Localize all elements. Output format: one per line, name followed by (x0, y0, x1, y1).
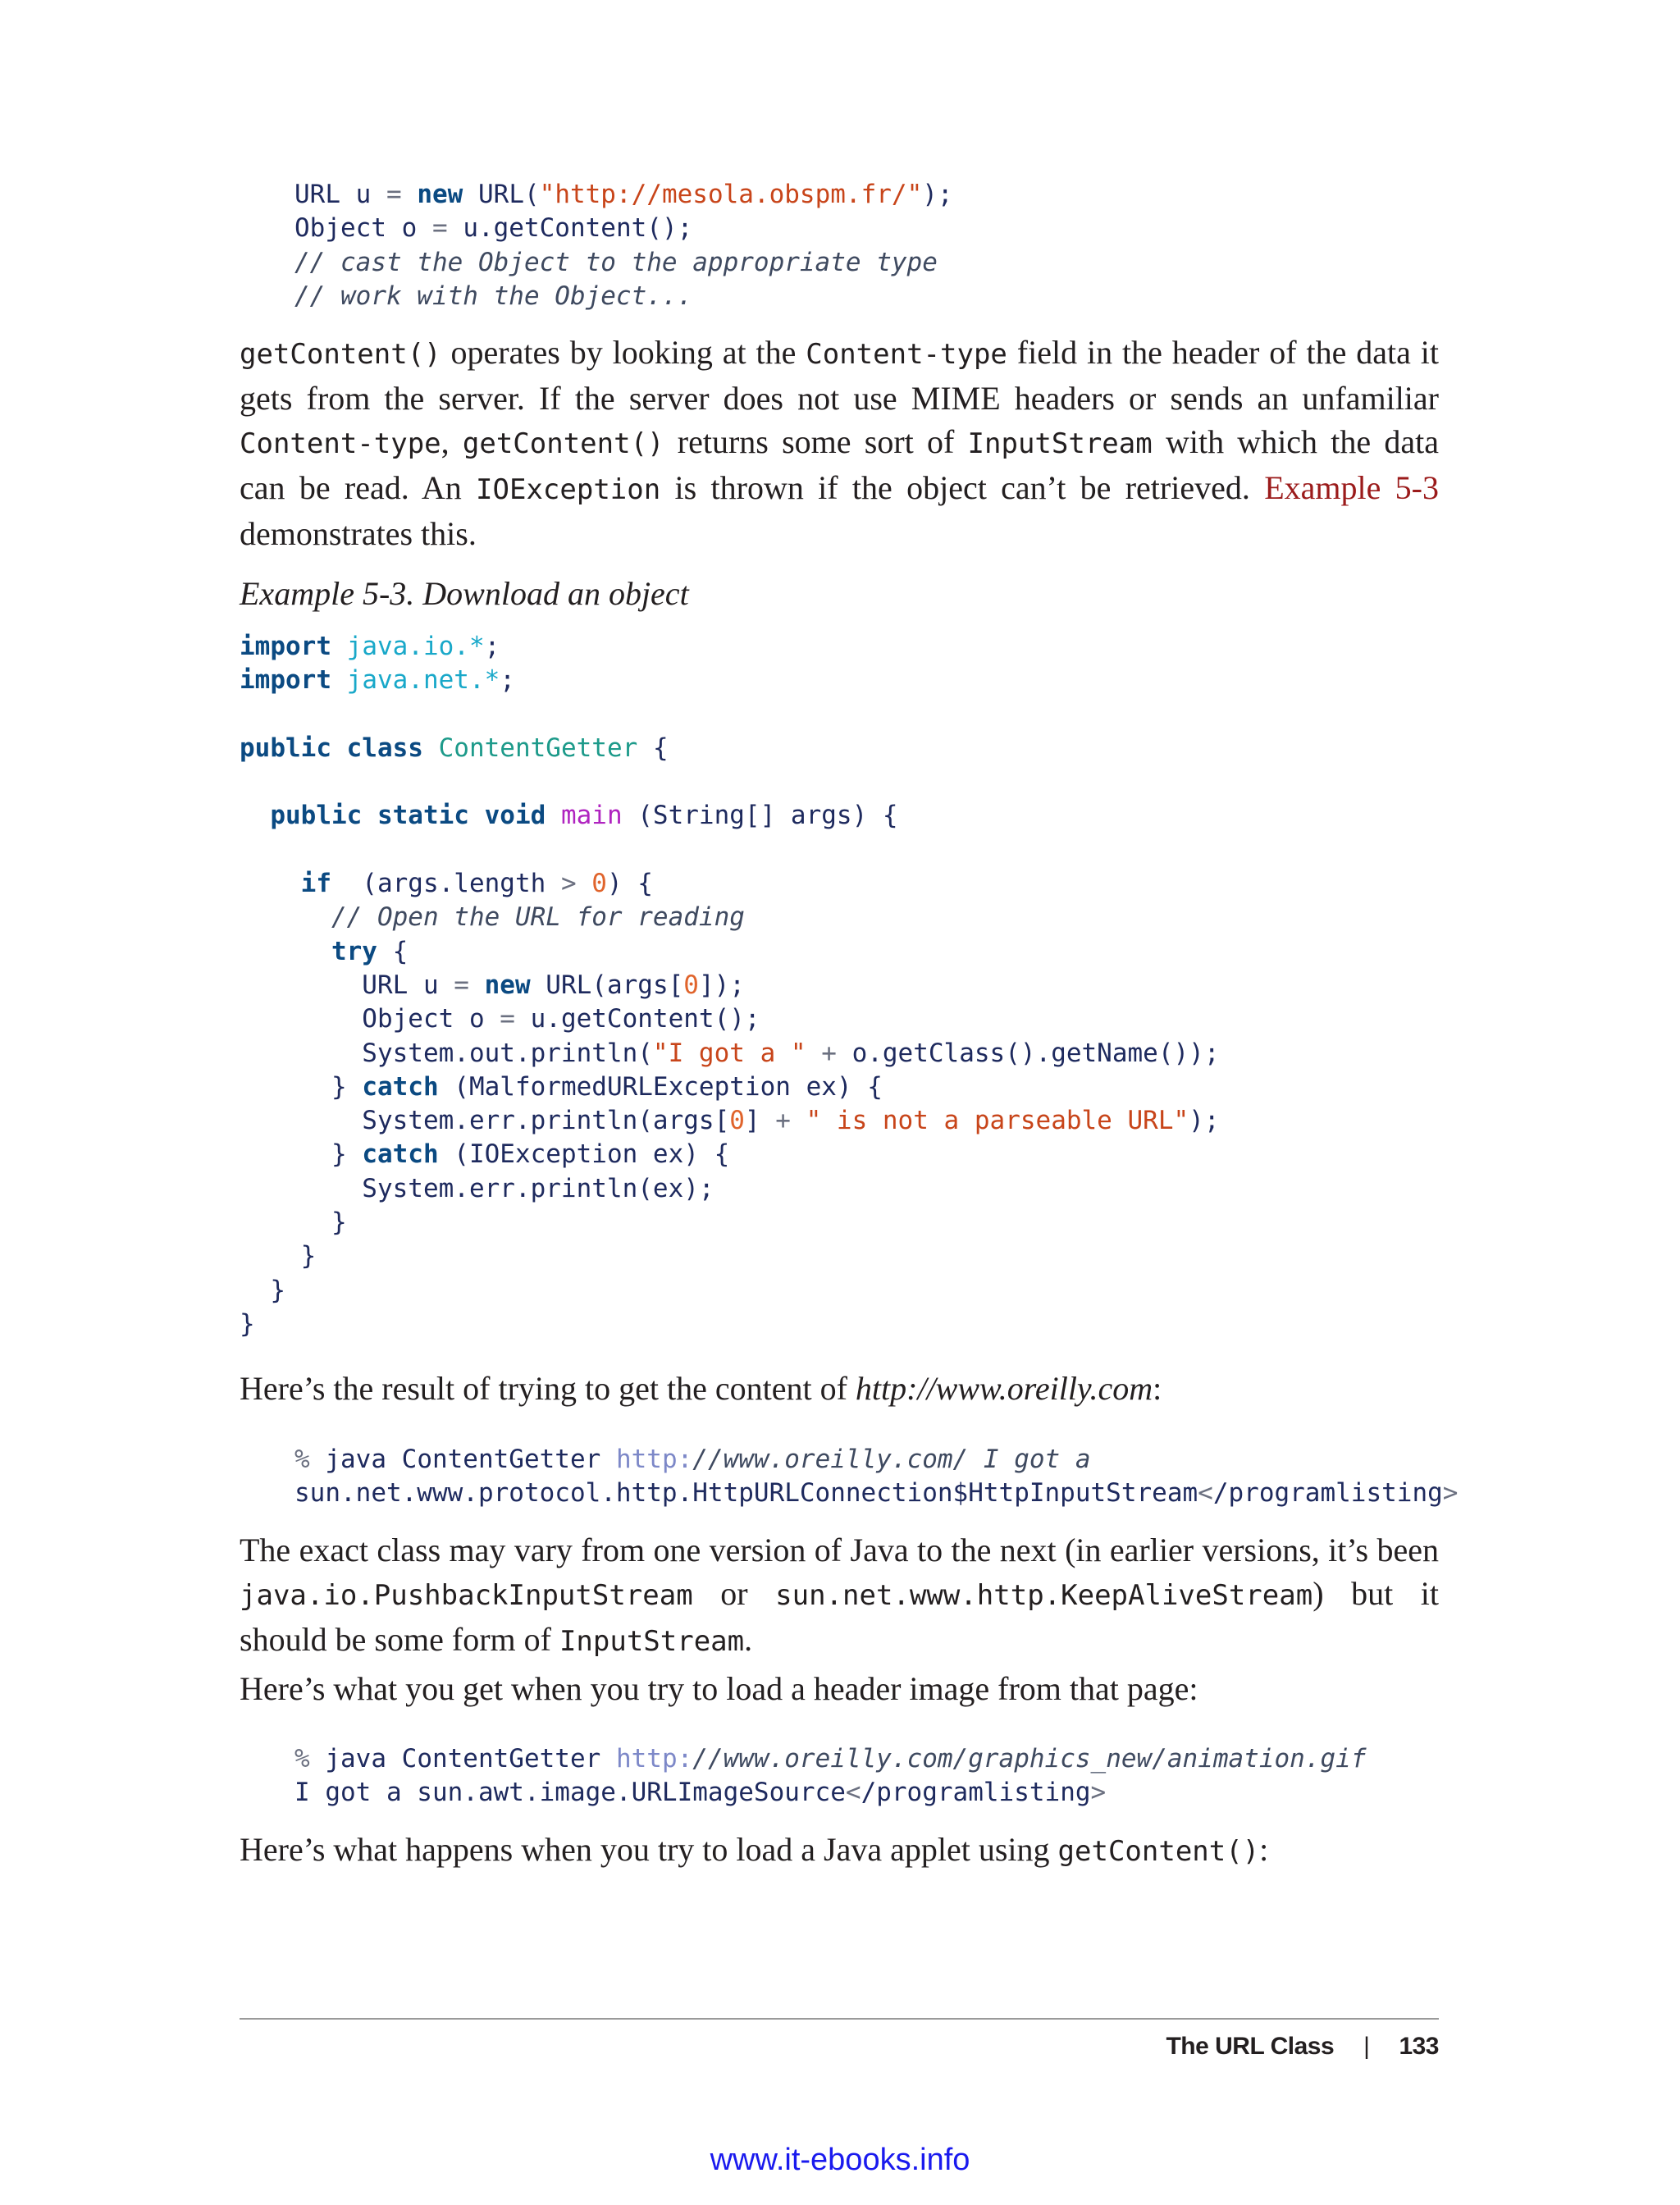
code-line: public class ContentGetter { (240, 733, 669, 763)
code-line: import java.net.*; (240, 665, 515, 696)
code-block-2 (240, 630, 1220, 1341)
code-line: Object o = u.getContent(); (294, 213, 693, 244)
code-line: System.err.println(args[0] + " is not a parseable URL"); (240, 1106, 1220, 1136)
code-line: } catch (MalformedURLException ex) { (240, 1071, 883, 1102)
code-line: I got a sun.awt.image.URLImageSource</programlisting> (294, 1778, 1107, 1808)
code-line: } (240, 1241, 317, 1271)
url-text: http://www.oreilly.com (855, 1370, 1153, 1407)
inline-code: InputStream (559, 1625, 745, 1658)
code-line: public static void main (String[] args) { (270, 801, 898, 831)
inline-code: IOException (476, 473, 661, 506)
paragraph-2 (240, 1367, 1439, 1410)
code-line: if (args.length > 0) { (300, 869, 653, 899)
inline-code: java.io.PushbackInputStream (240, 1579, 693, 1612)
code-line: Object o = u.getContent(); (240, 1004, 760, 1034)
inline-code: InputStream (967, 427, 1153, 460)
text-run: demonstrates this. (240, 515, 477, 552)
paragraph-3 (240, 1528, 1439, 1664)
code-line: import java.io.*; (240, 632, 500, 661)
paragraph-4 (240, 1667, 1439, 1710)
text-run: Here’s the result of trying to get the content of (240, 1370, 856, 1407)
text-run: The exact class may vary from one version of Java to the next (in earlier versions, it’s been (240, 1532, 1439, 1568)
footer-separator: | (1363, 2033, 1370, 2060)
text-run: Here’s what you get when you try to load a header image from that page: (240, 1670, 1198, 1707)
text-run: Here’s what happens when you try to load a Java applet using (240, 1831, 1058, 1868)
code-block-4 (294, 1742, 1366, 1810)
page-number: 133 (1399, 2033, 1439, 2060)
inline-code: sun.net.www.http.KeepAliveStream (775, 1579, 1313, 1612)
text-run: operates by looking at the (441, 334, 806, 371)
text-run: field in the header of the data it gets from the server. If the server does not use MIME headers or sends an unfamiliar (240, 334, 1439, 417)
code-line: try { (331, 936, 409, 966)
code-line: // Open the URL for reading (331, 902, 745, 933)
code-line: } (240, 1208, 347, 1238)
paragraph-5 (240, 1828, 1439, 1874)
code-line: System.out.println("I got a " + o.getClass().getName()); (240, 1038, 1220, 1068)
inline-code: Content-type (240, 427, 441, 460)
inline-code: getContent() (462, 427, 664, 460)
code-block-1 (294, 178, 953, 313)
text-run: returns some sort of (664, 423, 968, 460)
text-run: with which the data can be read. An (240, 423, 1440, 506)
text-run: , (441, 423, 463, 460)
inline-code: getContent() (1057, 1835, 1260, 1868)
inline-code: Content-type (806, 338, 1007, 371)
text-run: . (744, 1621, 753, 1658)
page-footer (1166, 2033, 1439, 2061)
watermark-link[interactable]: www.it-ebooks.info (710, 2143, 970, 2177)
code-line: % java ContentGetter http://www.oreilly.com/ I got a (294, 1445, 1091, 1474)
code-line: URL u = new URL("http://mesola.obspm.fr/"); (294, 180, 953, 209)
example-caption: Example 5-3. Download an object (240, 575, 689, 612)
paragraph-1 (240, 331, 1439, 555)
code-line: } catch (IOException ex) { (240, 1139, 730, 1170)
code-line: System.err.println(ex); (240, 1173, 714, 1203)
text-run: ) but it should be some form of (240, 1575, 1439, 1658)
inline-code: getContent() (240, 338, 441, 371)
code-line: } (240, 1308, 255, 1339)
footer-rule (240, 2018, 1439, 2020)
footer-section-title: The URL Class (1166, 2033, 1335, 2060)
code-line: // work with the Object... (294, 281, 693, 311)
code-line: URL u = new URL(args[0]); (240, 970, 745, 1000)
code-line: } (240, 1275, 285, 1305)
text-run: : (1153, 1370, 1162, 1407)
code-line: % java ContentGetter http://www.oreilly.com/graphics_new/animation.gif (294, 1744, 1367, 1774)
text-run: or (692, 1575, 776, 1612)
code-line: sun.net.www.protocol.http.HttpURLConnection$HttpInputStream</programlisting> (294, 1478, 1459, 1509)
code-block-3 (294, 1443, 1458, 1511)
example-5-3-link[interactable]: Example 5-3 (1264, 469, 1439, 506)
code-line: // cast the Object to the appropriate type (294, 247, 938, 277)
text-run: is thrown if the object can’t be retrieved. (660, 469, 1265, 506)
text-run: : (1259, 1831, 1269, 1868)
